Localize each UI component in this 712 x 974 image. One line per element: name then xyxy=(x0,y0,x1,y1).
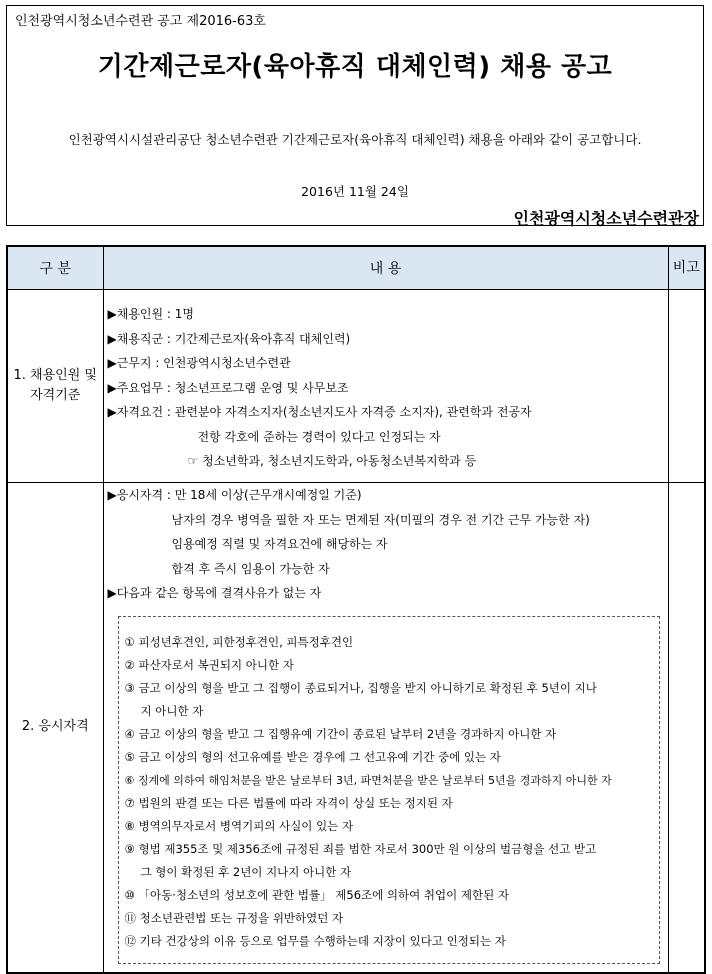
list-item: ⑧ 병역의무자로서 병역기피의 사실이 있는 자 xyxy=(124,818,354,833)
list-item: ▶다음과 같은 항목에 결격사유가 없는 자 xyxy=(107,586,322,600)
list-item: 임용예정 직렬 및 자격요건에 해당하는 자 xyxy=(171,537,388,551)
table-header-row xyxy=(7,246,705,290)
list-item: ▶주요업무 : 청소년프로그램 운영 및 사무보조 xyxy=(107,380,349,395)
section1-content xyxy=(103,290,668,483)
list-item: ⑦ 법원의 판결 또는 다른 법률에 따라 자격이 상실 또는 정지된 자 xyxy=(124,795,453,810)
section2-remarks xyxy=(668,483,705,973)
list-item: ① 피성년후견인, 피한정후견인, 피특정후견인 xyxy=(124,634,354,649)
list-item: 합격 후 즉시 임용이 가능한 자 xyxy=(171,561,330,576)
list-item: ⑫ 기타 건강상의 이유 등으로 업무를 수행하는데 지장이 있다고 인정되는 자 xyxy=(124,933,506,948)
list-item: ▶채용인원 : 1명 xyxy=(107,307,194,322)
header-content: 내 용 xyxy=(103,246,668,290)
header-category: 구 분 xyxy=(7,246,103,290)
list-item: ▶채용직군 : 기간제근로자(육아휴직 대체인력) xyxy=(107,331,351,346)
list-item: 그 형이 확정된 후 2년이 지나지 아니한 자 xyxy=(140,864,352,879)
list-item: ② 파산자로서 복권되지 아니한 자 xyxy=(124,657,294,672)
list-item: ▶자격요건 : 관련분야 자격소지자(청소년지도사 자격증 소지자), 관련학과 전공자 xyxy=(107,405,532,420)
notice-header-box xyxy=(6,5,704,226)
disqualification-box xyxy=(118,616,660,964)
list-item: 남자의 경우 병역을 필한 자 또는 면제된 자(미필의 경우 전 기간 근무 가능한 자) xyxy=(171,512,590,527)
recruitment-table xyxy=(6,245,706,974)
issuer-name: 인천광역시청소년수련관장 xyxy=(513,209,699,228)
list-item: ④ 금고 이상의 형을 받고 그 집행유예 기간이 종료된 날부터 2년을 경과하지 아니한 자 xyxy=(124,726,557,741)
list-item: ⑨ 형법 제355조 및 제356조에 규정된 죄를 범한 자로서 300만 원 이상의 벌금형을 선고 받고 xyxy=(124,841,597,856)
notice-number: 인천광역시청소년수련관 공고 제2016-63호 xyxy=(15,14,266,29)
list-item: ③ 금고 이상의 형을 받고 그 집행이 종료되거나, 집행을 받지 아니하기로 확정된 후 5년이 지나 xyxy=(124,680,597,695)
list-item: 지 아니한 자 xyxy=(140,703,204,718)
section1-category: 1. 채용인원 및 자격기준 xyxy=(7,290,103,483)
list-item: 전항 각호에 준하는 경력이 있다고 인정되는 자 xyxy=(197,429,441,444)
section2-category: 2. 응시자격 xyxy=(7,483,103,973)
section1-remarks xyxy=(668,290,705,483)
list-item: ▶응시자격 : 만 18세 이상(근무개시예정일 기준) xyxy=(107,488,362,502)
list-item: ⑥ 징계에 의하여 해임처분을 받은 날로부터 3년, 파면처분을 받은 날로부터 5년을 경과하지 아니한 자 xyxy=(124,773,612,787)
page-title: 기간제근로자(육아휴직 대체인력) 채용 공고 xyxy=(97,52,613,82)
intro-text: 인천광역시시설관리공단 청소년수련관 기간제근로자(육아휴직 대체인력) 채용을 아래와 같이 공고합니다. xyxy=(68,132,642,147)
table-row-section2 xyxy=(7,483,705,973)
table-row-section1 xyxy=(7,290,705,483)
notice-date: 2016년 11월 24일 xyxy=(301,184,409,199)
list-item: ☞ 청소년학과, 청소년지도학과, 아동청소년복지학과 등 xyxy=(187,454,477,469)
list-item: ▶근무지 : 인천광역시청소년수련관 xyxy=(107,356,291,371)
list-item: ⑪ 청소년관련법 또는 규정을 위반하였던 자 xyxy=(124,910,344,925)
list-item: ⑩ 「아동·청소년의 성보호에 관한 법률」 제56조에 의하여 취업이 제한된 자 xyxy=(124,887,509,902)
list-item: ⑤ 금고 이상의 형의 선고유예를 받은 경우에 그 선고유예 기간 중에 있는 자 xyxy=(124,749,501,764)
section2-content xyxy=(103,483,668,973)
header-remarks: 비고 xyxy=(668,246,705,290)
